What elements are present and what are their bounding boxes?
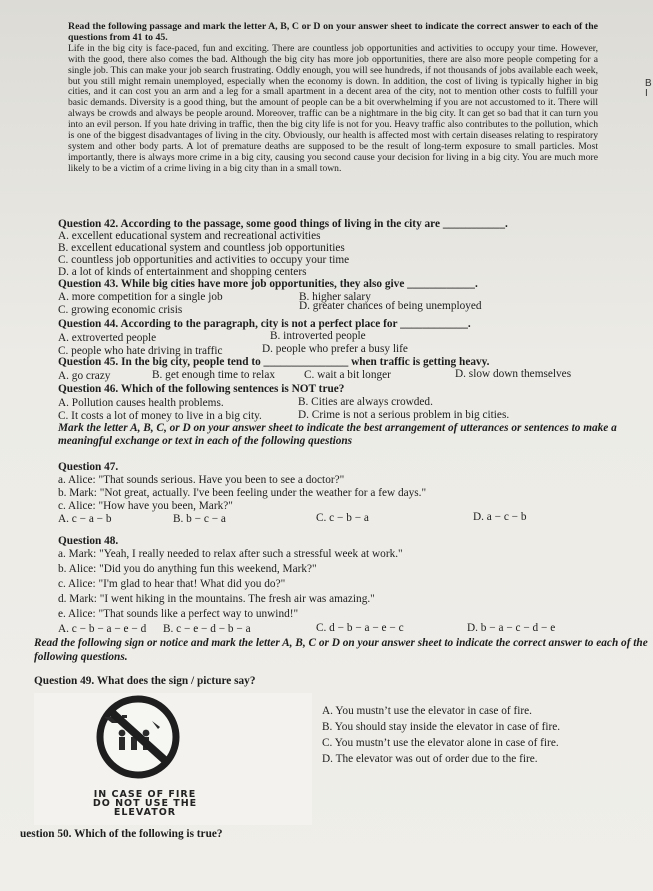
- question-50-stem: uestion 50. Which of the following is true?: [20, 828, 223, 840]
- question-45-option-c[interactable]: C. wait a bit longer: [304, 369, 391, 381]
- question-48-option-b[interactable]: B. c − e − d − b − a: [163, 623, 251, 635]
- sign-line-3: ELEVATOR: [113, 807, 177, 818]
- question-48-line-b: b. Alice: "Did you do anything fun this weekend, Mark?": [58, 563, 317, 575]
- question-49-option-a[interactable]: A. You mustn’t use the elevator in case of fire.: [322, 705, 532, 717]
- question-47-option-c[interactable]: C. c − b − a: [316, 512, 369, 524]
- question-44-option-d[interactable]: D. people who prefer a busy life: [262, 343, 408, 355]
- question-42-stem: Question 42. According to the passage, some good things of living in the city are ___________.: [58, 218, 508, 230]
- arrangement-instruction: Mark the letter A, B, C, or D on your answer sheet to indicate the best arrangement of utterances or sentences to make a meaningful exchange or text in each of the following questions: [58, 422, 617, 447]
- question-47-line-c: c. Alice: "How have you been, Mark?": [58, 500, 233, 512]
- question-43-option-b[interactable]: B. higher salary: [299, 291, 371, 303]
- question-47-option-a[interactable]: A. c − a − b: [58, 513, 112, 525]
- question-47-option-d[interactable]: D. a − c − b: [473, 511, 527, 523]
- question-43-option-a[interactable]: A. more competition for a single job: [58, 291, 223, 303]
- question-45-option-d[interactable]: D. slow down themselves: [455, 368, 572, 380]
- question-48-option-c[interactable]: C. d − b − a − e − c: [316, 622, 404, 634]
- question-45-option-b[interactable]: B. get enough time to relax: [152, 369, 275, 381]
- question-49-option-c[interactable]: C. You mustn’t use the elevator alone in case of fire.: [322, 737, 559, 749]
- reading-passage: [68, 22, 598, 175]
- question-49-stem: Question 49. What does the sign / picture say?: [34, 675, 256, 687]
- question-44-stem: Question 44. According to the paragraph, city is not a perfect place for ____________.: [58, 318, 471, 330]
- question-42-option-c[interactable]: C. countless job opportunities and activities to occupy your time: [58, 254, 350, 266]
- question-47-option-b[interactable]: B. b − c − a: [173, 513, 226, 525]
- passage-instruction: Read the following passage and mark the letter A, B, C or D on your answer sheet to indicate the correct answer to each of the questions from 41 to 45.: [68, 21, 598, 43]
- edge-letter-mid: I: [645, 88, 648, 99]
- question-46-option-d[interactable]: D. Crime is not a serious problem in big cities.: [298, 409, 510, 421]
- question-42-option-a[interactable]: A. excellent educational system and recreational activities: [58, 230, 321, 242]
- question-48-line-a: a. Mark: "Yeah, I really needed to relax after such a stressful week at work.": [58, 548, 403, 560]
- question-46-option-c[interactable]: C. It costs a lot of money to live in a big city.: [58, 410, 262, 422]
- edge-letter-top: B: [645, 78, 652, 89]
- question-49-option-b[interactable]: B. You should stay inside the elevator in case of fire.: [322, 721, 561, 733]
- question-48-title: Question 48.: [58, 535, 119, 547]
- question-46-option-a[interactable]: A. Pollution causes health problems.: [58, 397, 224, 409]
- question-45-stem: Question 45. In the big city, people tend to _______________ when traffic is getting heavy.: [58, 356, 490, 368]
- question-47-line-a: a. Alice: "That sounds serious. Have you been to see a doctor?": [58, 474, 345, 486]
- question-43-option-c[interactable]: C. growing economic crisis: [58, 304, 183, 316]
- sign-instruction: Read the following sign or notice and mark the letter A, B, C or D on your answer sheet to indicate the correct answer to each of the following questions.: [34, 637, 648, 663]
- question-42-option-b[interactable]: B. excellent educational system and countless job opportunities: [58, 242, 345, 254]
- question-44-option-b[interactable]: B. introverted people: [270, 330, 366, 342]
- question-48-option-a[interactable]: A. c − b − a − e − d: [58, 623, 147, 635]
- question-43-option-d[interactable]: D. greater chances of being unemployed: [299, 300, 482, 312]
- sign-line-2: DO NOT USE THE: [92, 798, 198, 809]
- passage-body: Life in the big city is face-paced, fun and exciting. There are countless job opportunities and activities to occupy your time. However, with the good, there also comes the bad. Although the big city has more job opportunities, there are also more people competing for a single job. This can make your job search frustrating. Oddly enough, you will see hundreds, if not thousands of jobs available each week, but you still might remain unemployed, especially when the economy is down. In addition, the cost of living is typically higher in big cities, and it can cost you an arm and a leg for a small apartment in a decent area of the city, not to mention other costs to fulfill your basic demands. Diversity is a good thing, but the amount of people can be a bit overwhelming if you are not accustomed to it. There will always be crowds and always be people around. Moreover, traffic can be a nightmare in the big city. It can get so bad that it can turn you into an evil person. If you hate driving in traffic, then the big city life is not for you. Heavy traffic also contributes to the pollution, which is one of the biggest disadvantages of living in the city. Obviously, our health is affected most with certain diseases relating to respiratory system and other body parts. A lot of premature deaths are supposed to be the result of long-term exposure to small particles. Most importantly, there is always more crime in a big city, causing you second cause your decision for living in a big city. You are much more likely to be a victim of a crime living in a big city than in a small town.: [68, 42, 598, 174]
- question-44-option-c[interactable]: C. people who hate driving in traffic: [58, 345, 223, 357]
- question-48-option-d[interactable]: D. b − a − c − d − e: [467, 622, 556, 634]
- question-44-option-a[interactable]: A. extroverted people: [58, 332, 157, 344]
- sign-text: [40, 790, 250, 817]
- question-46-option-b[interactable]: B. Cities are always crowded.: [298, 396, 433, 408]
- question-43-stem: Question 43. While big cities have more job opportunities, they also give ____________.: [58, 278, 478, 290]
- question-48-line-e: e. Alice: "That sounds like a perfect way to unwind!": [58, 608, 299, 620]
- question-47-line-b: b. Mark: "Not great, actually. I've been feeling under the weather for a few days.": [58, 487, 427, 499]
- question-46-stem: Question 46. Which of the following sentences is NOT true?: [58, 383, 345, 395]
- sign-line-1: IN CASE OF FIRE: [93, 789, 197, 800]
- question-48-line-c: c. Alice: "I'm glad to hear that! What did you do?": [58, 578, 286, 590]
- question-45-option-a[interactable]: A. go crazy: [58, 370, 111, 382]
- question-42-option-d[interactable]: D. a lot of kinds of entertainment and shopping centers: [58, 266, 307, 278]
- question-47-title: Question 47.: [58, 461, 119, 473]
- question-49-option-d[interactable]: D. The elevator was out of order due to the fire.: [322, 753, 538, 765]
- question-48-line-d: d. Mark: "I went hiking in the mountains. The fresh air was amazing.": [58, 593, 375, 605]
